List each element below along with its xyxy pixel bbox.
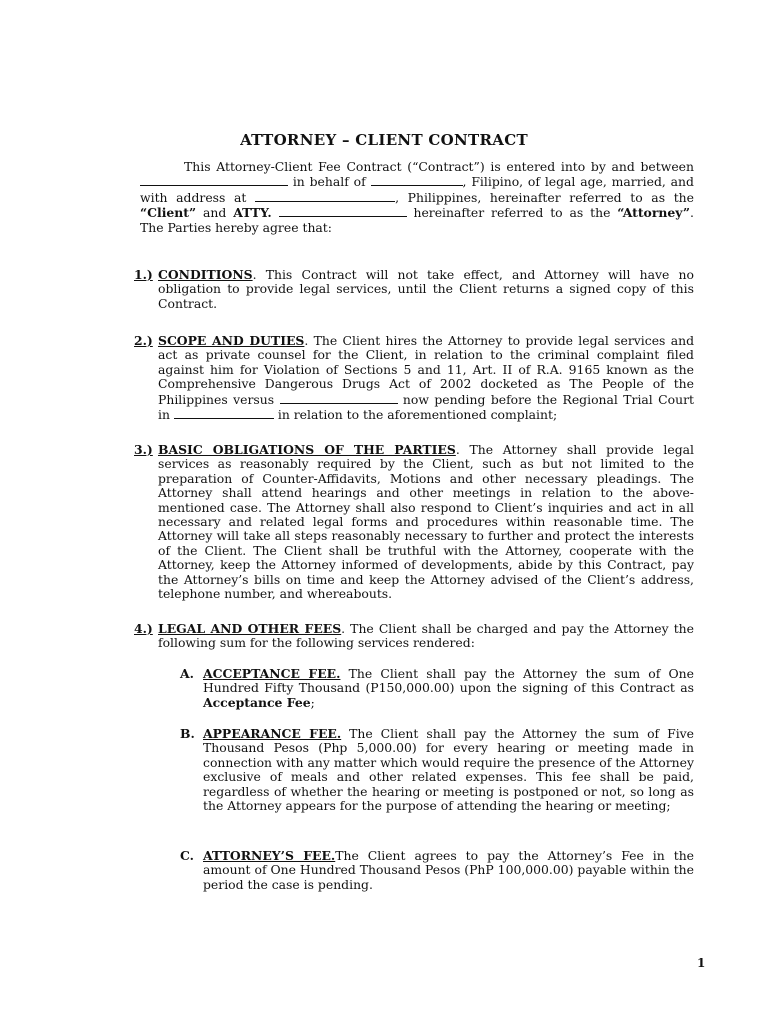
section-heading: BASIC OBLIGATIONS OF THE PARTIES [158, 442, 456, 457]
blank-line [371, 174, 463, 186]
section-number: 2.) [134, 333, 153, 348]
intro-paragraph [140, 160, 694, 235]
section-text: . The Attorney shall provide legal services as reasonably required by the Client, such as but not limited to the preparation of Counter-Affidavits, Motions and other necessary pleadings. The Attorney shall attend hearings and other meetings in relation to the above-mentioned case. The Attorney shall also respond to Client’s inquiries and act in all necessary and related legal forms and procedures within reasonable time. The Attorney will take all steps reasonably necessary to further and protect the interests of the Client. The Client shall be truthful with the Attorney, cooperate with the Attorney, keep the Attorney informed of developments, abide by this Contract, pay the Attorney’s bills on time and keep the Attorney advised of the Client’s address, telephone number, and whereabouts. [158, 442, 694, 602]
section-legal-and-other-fees [134, 622, 694, 651]
fee-heading: ACCEPTANCE FEE. [203, 666, 341, 681]
section-heading: LEGAL AND OTHER FEES [158, 621, 342, 636]
fee-item-appearance [180, 727, 694, 813]
section-number: 4.) [134, 621, 153, 636]
fee-letter: C. [180, 848, 194, 863]
section-conditions [134, 268, 694, 311]
fee-text: The Client shall pay the Attorney the sum of One Hundred Fifty Thousand (P150,000.00) upon the signing of this Contract as [203, 666, 694, 696]
page-number: 1 [697, 956, 706, 970]
intro-text: , Philippines, hereinafter referred to as the [395, 189, 694, 205]
section-text: in relation to the aforementioned complaint; [277, 407, 558, 423]
section-basic-obligations [134, 443, 694, 601]
attorney-label: “Attorney” [617, 205, 691, 221]
fee-item-acceptance [180, 667, 694, 710]
fee-heading: ATTORNEY’S FEE. [203, 848, 336, 863]
intro-text: This Attorney-Client Fee Contract (“Contract”) is entered into by and between [184, 159, 694, 174]
atty-label: ATTY. [233, 205, 272, 221]
intro-text: and [203, 205, 227, 221]
intro-text: , Filipino, of legal age, married, and with address at [140, 174, 694, 205]
fee-letter: A. [180, 666, 194, 681]
blank-line [140, 174, 288, 186]
section-heading: SCOPE AND DUTIES [158, 333, 305, 348]
fee-letter: B. [180, 726, 195, 741]
fee-item-attorneys-fee [180, 849, 694, 892]
fee-bold-term: Acceptance Fee [203, 694, 311, 710]
section-text: . This Contract will not take effect, and Attorney will have no obligation to provide legal services, until the Client returns a signed copy of this Contract. [158, 267, 694, 311]
blank-line [279, 205, 407, 217]
intro-text: in behalf of [292, 174, 366, 190]
fee-text: The Client shall pay the Attorney the sum of Five Thousand Pesos (Php 5,000.00) for every hearing or meeting made in connection with any matter which would require the presence of the Attorney exclusive of meals and other related expenses. This fee shall be paid, regardless of whether the hearing or meeting is postponed or not, so long as the Attorney appears for the purpose of attending the hearing or meeting; [203, 726, 694, 814]
intro-text: hereinafter referred to as the [413, 205, 611, 221]
section-heading: CONDITIONS [158, 267, 253, 282]
blank-line [174, 407, 274, 419]
section-text: . The Client shall be charged and pay the Attorney the following sum for the following services rendered: [158, 621, 694, 651]
fee-text: The Client agrees to pay the Attorney’s Fee in the amount of One Hundred Thousand Pesos (PhP 100,000.00) payable within the period the case is pending. [203, 848, 695, 892]
fee-text: ; [310, 694, 315, 710]
section-number: 3.) [134, 442, 153, 457]
section-scope-and-duties [134, 334, 694, 422]
fee-heading: APPEARANCE FEE. [203, 726, 342, 741]
section-text: . The Client hires the Attorney to provide legal services and act as private counsel for the Client, in relation to the criminal complaint filed against him for Violation of Sections 5 and 11, Art. II of R.A. 9165 known as the Comprehensive Dangerous Drugs Act of 2002 docketed as The People of the Philippines versus [158, 333, 695, 407]
client-label: “Client” [140, 205, 197, 221]
blank-line [255, 190, 395, 202]
intro-text: . The Parties hereby agree that: [140, 205, 694, 235]
blank-line [280, 392, 398, 404]
section-number: 1.) [134, 267, 153, 282]
document-title: ATTORNEY – CLIENT CONTRACT [240, 131, 528, 149]
section-text: now pending before the Regional Trial Court in [158, 391, 694, 423]
